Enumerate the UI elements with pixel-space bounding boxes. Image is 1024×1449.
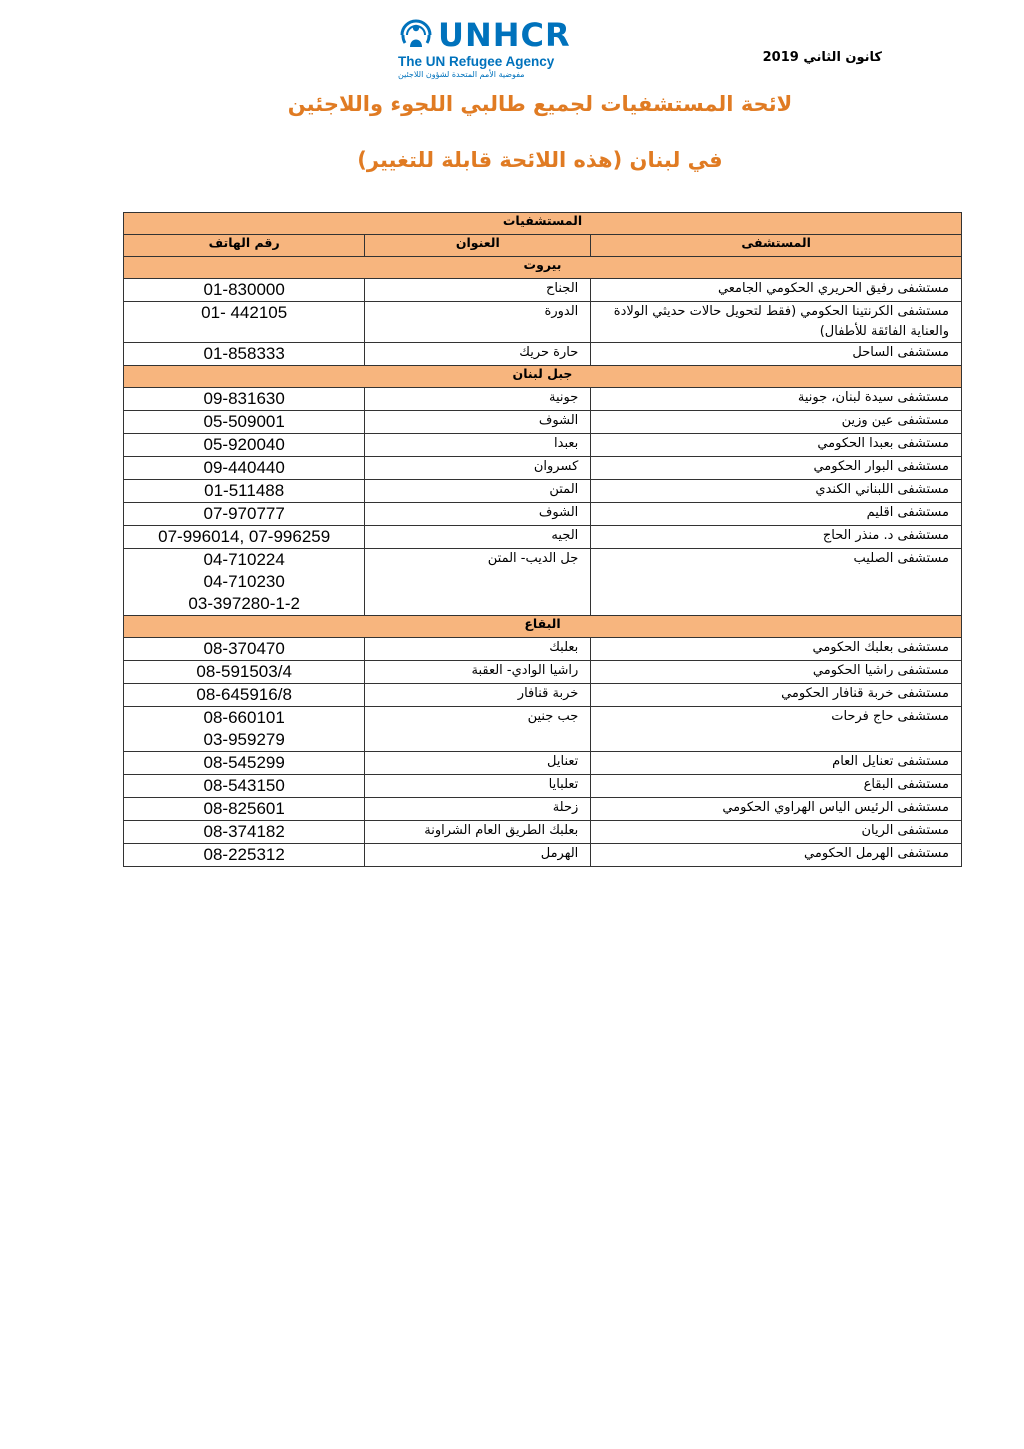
hospital-phone <box>124 638 365 661</box>
phone-number: 01-858333 <box>203 344 285 363</box>
phone-number: 08-591503/4 <box>196 662 292 681</box>
table-row <box>124 457 962 480</box>
hospital-address: جب جنين <box>365 707 591 752</box>
phone-number: 08-545299 <box>203 753 285 772</box>
phone-number: 08-825601 <box>203 799 285 818</box>
unhcr-logo <box>398 16 578 80</box>
hospital-address: جل الديب- المتن <box>365 549 591 616</box>
table-row <box>124 503 962 526</box>
hospital-address: راشيا الوادي- العقبة <box>365 661 591 684</box>
table-row <box>124 434 962 457</box>
phone-number: 08-543150 <box>203 776 285 795</box>
hospital-name: مستشفى بعلبك الحكومي <box>591 638 962 661</box>
hospital-name: مستشفى الكرنتينا الحكومي (فقط لتحويل حالات حديثي الولادة والعناية الفائقة للأطفال) <box>591 302 962 343</box>
hospital-address: تعنايل <box>365 752 591 775</box>
logo-tagline: The UN Refugee Agency <box>398 54 555 69</box>
phone-number: 03-959279 <box>203 730 285 749</box>
hospital-phone <box>124 844 365 867</box>
hospital-address: بعلبك <box>365 638 591 661</box>
phone-number: 01-830000 <box>203 280 285 299</box>
hospital-name: مستشفى البقاع <box>591 775 962 798</box>
phone-number: 05-509001 <box>203 412 285 431</box>
table-row <box>124 684 962 707</box>
table-row <box>124 821 962 844</box>
hospital-name: مستشفى راشيا الحكومي <box>591 661 962 684</box>
region-label: البقاع <box>124 616 962 638</box>
phone-number: 03-397280-1-2 <box>188 594 300 613</box>
hospital-phone <box>124 434 365 457</box>
hospital-phone <box>124 526 365 549</box>
hospital-phone <box>124 798 365 821</box>
phone-number: 08-225312 <box>203 845 285 864</box>
hospital-phone <box>124 302 365 343</box>
table-row <box>124 707 962 752</box>
hospitals-table <box>123 212 962 867</box>
column-header-phone: رقم الهاتف <box>124 235 365 257</box>
document-date: كانون الثاني 2019 <box>762 50 882 65</box>
table-row <box>124 549 962 616</box>
hospital-name: مستشفى سيدة لبنان، جونية <box>591 388 962 411</box>
phone-number: 04-710230 <box>203 572 285 591</box>
hospital-address: حارة حريك <box>365 343 591 366</box>
phone-number: 07-996014, 07-996259 <box>158 527 331 546</box>
region-row <box>124 257 962 279</box>
hospital-address: الهرمل <box>365 844 591 867</box>
hospital-name: مستشفى خربة قنافار الحكومي <box>591 684 962 707</box>
table-body <box>124 257 962 867</box>
hospital-name: مستشفى اقليم <box>591 503 962 526</box>
column-header-address: العنوان <box>365 235 591 257</box>
table-row <box>124 798 962 821</box>
table-caption: المستشفيات <box>124 213 962 235</box>
hospital-name: مستشفى الساحل <box>591 343 962 366</box>
hospital-address: خربة قنافار <box>365 684 591 707</box>
table-row <box>124 661 962 684</box>
hospital-address: بعبدا <box>365 434 591 457</box>
hospital-phone <box>124 549 365 616</box>
column-header-name: المستشفى <box>591 235 962 257</box>
hospital-name: مستشفى الصليب <box>591 549 962 616</box>
hospital-name: مستشفى اللبناني الكندي <box>591 480 962 503</box>
hospital-phone <box>124 480 365 503</box>
hospital-name: مستشفى الريان <box>591 821 962 844</box>
table-row <box>124 775 962 798</box>
table-row <box>124 388 962 411</box>
hospital-phone <box>124 821 365 844</box>
hospital-phone <box>124 503 365 526</box>
hospital-name: مستشفى حاج فرحات <box>591 707 962 752</box>
logo-name: UNHCR <box>438 16 571 54</box>
hospital-address: الجيه <box>365 526 591 549</box>
hospital-phone <box>124 707 365 752</box>
hospital-name: مستشفى البوار الحكومي <box>591 457 962 480</box>
phone-number: 09-440440 <box>203 458 285 477</box>
hospital-address: الجناح <box>365 279 591 302</box>
hospital-phone <box>124 411 365 434</box>
unhcr-emblem-icon <box>398 17 434 53</box>
table-row <box>124 279 962 302</box>
table-row <box>124 343 962 366</box>
hospital-address: كسروان <box>365 457 591 480</box>
hospital-address: زحلة <box>365 798 591 821</box>
hospital-address: الشوف <box>365 503 591 526</box>
hospital-phone <box>124 661 365 684</box>
page-title: لائحة المستشفيات لجميع طالبي اللجوء واللاجئين <box>287 92 793 116</box>
hospital-address: تعلبايا <box>365 775 591 798</box>
hospital-address: الشوف <box>365 411 591 434</box>
hospital-address: بعلبك الطريق العام الشراونة <box>365 821 591 844</box>
logo-arabic: مفوضية الأمم المتحدة لشؤون اللاجئين <box>398 70 525 79</box>
table-row <box>124 526 962 549</box>
region-row <box>124 366 962 388</box>
table-row <box>124 752 962 775</box>
phone-number: 08-374182 <box>203 822 285 841</box>
page-subtitle: في لبنان (هذه اللائحة قابلة للتغيير) <box>357 148 723 172</box>
phone-number: 08-660101 <box>203 708 285 727</box>
phone-number: 08-645916/8 <box>196 685 292 704</box>
hospital-phone <box>124 388 365 411</box>
hospital-name: مستشفى بعبدا الحكومي <box>591 434 962 457</box>
table-row <box>124 844 962 867</box>
hospital-phone <box>124 684 365 707</box>
region-label: جبل لبنان <box>124 366 962 388</box>
region-row <box>124 616 962 638</box>
phone-number: 01-511488 <box>204 481 285 500</box>
hospital-phone <box>124 752 365 775</box>
hospital-name: مستشفى تعنايل العام <box>591 752 962 775</box>
hospital-phone <box>124 279 365 302</box>
hospital-address: المتن <box>365 480 591 503</box>
hospital-address: جونية <box>365 388 591 411</box>
table-row <box>124 480 962 503</box>
hospital-phone <box>124 457 365 480</box>
phone-number: 08-370470 <box>203 639 285 658</box>
table-row <box>124 411 962 434</box>
phone-number: 04-710224 <box>203 550 285 569</box>
hospital-address: الدورة <box>365 302 591 343</box>
hospital-name: مستشفى رفيق الحريري الحكومي الجامعي <box>591 279 962 302</box>
phone-number: 05-920040 <box>203 435 285 454</box>
table-row <box>124 302 962 343</box>
table-row <box>124 638 962 661</box>
phone-number: 01- 442105 <box>201 303 288 322</box>
hospital-name: مستشفى د. منذر الحاج <box>591 526 962 549</box>
hospital-name: مستشفى الهرمل الحكومي <box>591 844 962 867</box>
phone-number: 09-831630 <box>203 389 285 408</box>
hospital-phone <box>124 775 365 798</box>
hospital-name: مستشفى عين وزين <box>591 411 962 434</box>
hospital-phone <box>124 343 365 366</box>
phone-number: 07-970777 <box>203 504 285 523</box>
hospital-name: مستشفى الرئيس الياس الهراوي الحكومي <box>591 798 962 821</box>
region-label: بيروت <box>124 257 962 279</box>
